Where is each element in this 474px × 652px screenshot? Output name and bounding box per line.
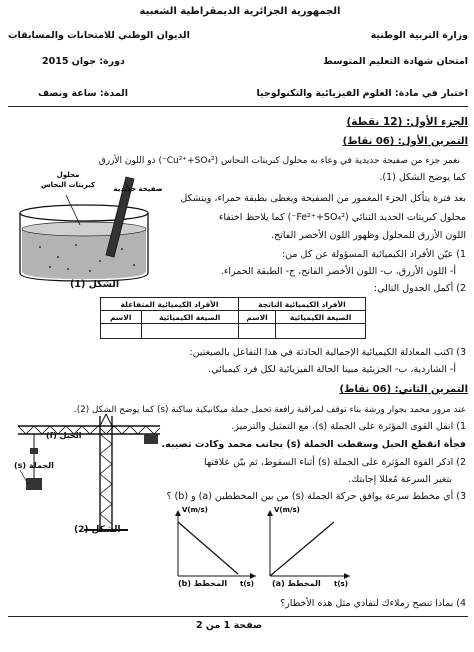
table-cell xyxy=(141,324,238,339)
ex1-text-line5: اللون الأزرق للمحلول وظهور اللون الأخضر الفاتح. xyxy=(271,230,466,241)
ex2-question-4: 4) بماذا تنصح زملاءك لتفادي مثل هذه الأخطار؟ xyxy=(280,598,466,609)
question-3: 3) اكتب المعادلة الكيميائية الإجمالية الحادثة في هذا التفاعل بالصيغتين: xyxy=(189,347,466,358)
fig2-rope-label: الحبل (f) xyxy=(46,431,82,440)
subject-label: اختبار في مادة: العلوم الفيزيائية والتكنولوجيا xyxy=(256,88,468,99)
question-1-parts: أ- اللون الأزرق، ب- اللون الأخضر الفاتح، ج- الطبقة الحمراء. xyxy=(220,266,456,277)
ex1-text-line3: بعد فترة يتأكل الجزء المغمور من الصفيحة ويغطى بطبقة حمراء، ويتشكل xyxy=(180,193,466,204)
header-divider xyxy=(8,106,468,107)
products-name-header: الاسم xyxy=(238,311,275,324)
reactants-formula-header: الصيغة الكيميائية xyxy=(141,311,238,324)
exam-label: امتحان شهادة التعليم المتوسط xyxy=(323,56,468,67)
ex2-question-1: 1) انقل القوى المؤثرة على الجملة (s)، مع التمثيل والترميز. xyxy=(231,421,466,432)
table-cell xyxy=(238,324,275,339)
graph-a-xlabel: t(s) xyxy=(334,580,348,588)
ministry-label: وزارة التربية الوطنية xyxy=(370,30,468,41)
part1-title: الجزء الأول: (12 نقطة) xyxy=(346,116,468,128)
exercise1-title: التمرين الأول: (06 نقاط) xyxy=(342,136,468,147)
reactants-header: الأفراد الكيميائية المتفاعلة xyxy=(101,298,239,311)
exercise2-title: التمرين الثاني: (06 نقاط) xyxy=(339,384,468,395)
graph-b-caption: المخطط (b) xyxy=(178,579,228,588)
ex1-text-line2: كما يوضح الشكل (1). xyxy=(379,172,466,183)
ex1-text-line4: محلول كبريتات الحديد الثنائي (Fe²⁺+SO₄²⁻) كما يلاحظ اختفاء xyxy=(218,212,466,223)
figure-2-caption: الشكل (2) xyxy=(74,525,121,535)
figure-1-beaker xyxy=(10,165,170,295)
reactants-name-header: الاسم xyxy=(101,311,142,324)
duration-label: المدة: ساعة ونصف xyxy=(38,88,129,99)
question-2: 2) أكمل الجدول التالي: xyxy=(373,283,466,294)
figure-1-caption: الشكل (1) xyxy=(70,279,120,290)
office-label: الديوان الوطني للامتحانات والمسابقات xyxy=(8,30,190,41)
ex2-question-3: 3) أي مخطط سرعة يوافق حركة الجملة (s) من بين المخططين (a) و (b) ؟ xyxy=(166,491,466,502)
species-table xyxy=(100,297,366,339)
ex2-question-2: 2) اذكر القوة المؤثرة على الجملة (s) أثناء السقوط، ثم بيّن علاقتها xyxy=(204,457,466,468)
ex1-text-line1: نغمر جزء من صفيحة حديدية في وعاء به محلول كبريتات النحاس (Cu²⁺+SO₄²⁻) ذو اللون الأزرق xyxy=(98,156,460,166)
graph-b-ylabel: V(m/s) xyxy=(182,506,208,514)
graph-b-line xyxy=(178,522,238,574)
fig2-system-label: الجملة (s) xyxy=(14,461,54,470)
graph-a-line xyxy=(270,522,334,576)
footer-divider xyxy=(8,616,468,617)
graph-a-caption: المخطط (a) xyxy=(272,579,321,588)
graph-a-ylabel: V(m/s) xyxy=(274,506,300,514)
graph-b xyxy=(175,506,256,588)
table-cell xyxy=(101,324,142,339)
fig1-solution-label: محلول xyxy=(56,171,80,179)
question-1: 1) عيّن الأفراد الكيميائية المسؤولة عن كل من: xyxy=(282,249,466,260)
ex2-question-2-cont: بتغير السرعة مُعللا إجابتك. xyxy=(348,474,452,485)
page-number: صفحة 1 من 2 xyxy=(196,620,263,631)
graph-a xyxy=(267,506,350,588)
session-label: دورة: جوان 2015 xyxy=(42,56,125,67)
fig1-copper-sulfate-label: كبريتات النحاس xyxy=(40,181,96,189)
table-cell xyxy=(276,324,366,339)
ex2-text-line1: عند مرور محمد بجوار ورشة بناء توقف لمراقبة رافعة تحمل جملة ميكانيكية ساكنة (s) كما يوضح الشكل (2). xyxy=(73,405,466,415)
republic-title: الجمهورية الجزائرية الديمقراطية الشعبية xyxy=(139,6,341,17)
question-3-parts: أ- الشاردية، ب- الجزيئية مبينا الحالة الفيزيائية لكل فرد كيميائي. xyxy=(208,364,456,375)
ex2-text-line2: فجأة انقطع الحبل وسقطت الجملة (s) بجانب محمد وكادت تصيبه. xyxy=(161,439,466,450)
products-header: الأفراد الكيميائية الناتجة xyxy=(238,298,365,311)
products-formula-header: الصيغة الكيميائية xyxy=(276,311,366,324)
fig1-iron-plate-label: صفيحة حديدية xyxy=(113,185,163,193)
graph-b-xlabel: t(s) xyxy=(240,580,254,588)
